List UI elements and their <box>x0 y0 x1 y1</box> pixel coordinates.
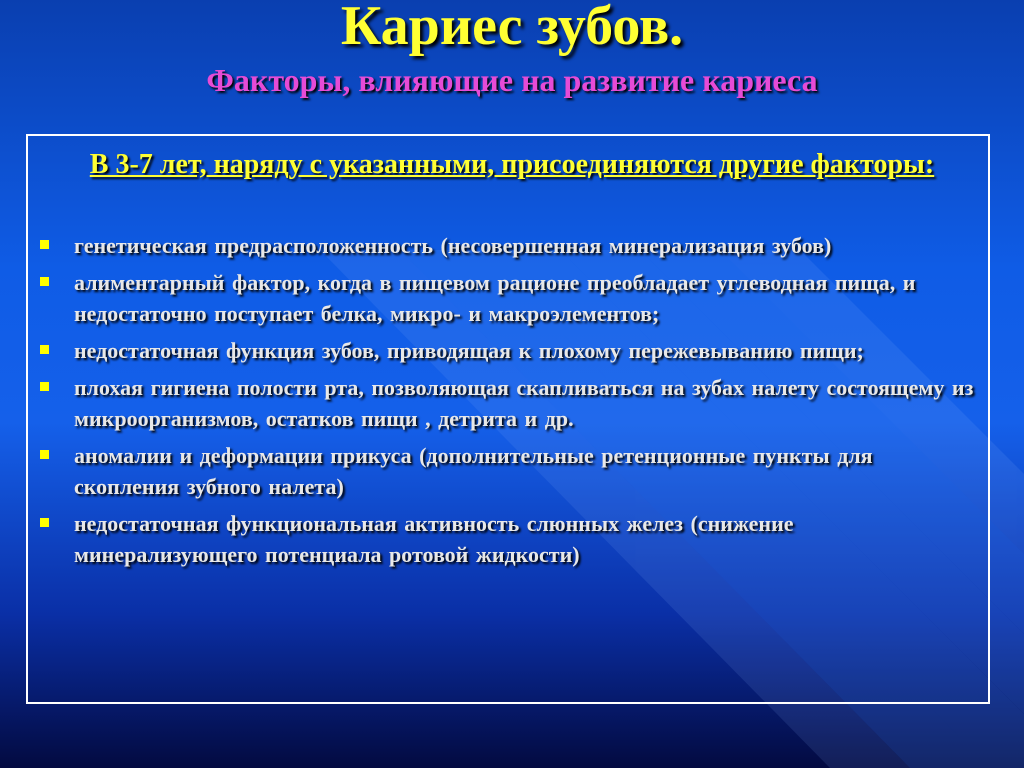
square-bullet-icon <box>40 277 49 286</box>
square-bullet-icon <box>40 240 49 249</box>
factor-list <box>34 230 974 576</box>
list-item <box>34 372 974 434</box>
list-item <box>34 335 974 366</box>
square-bullet-icon <box>40 345 49 354</box>
slide-subtitle: Факторы, влияющие на развитие кариеса <box>206 62 818 98</box>
list-item <box>34 230 974 261</box>
square-bullet-icon <box>40 450 49 459</box>
list-item <box>34 267 974 329</box>
list-item-text: генетическая предрасположенность (несовершенная минерализация зубов) <box>74 233 832 258</box>
list-item-text: аномалии и деформации прикуса (дополнительные ретенционные пункты для скопления зубного налета) <box>74 443 873 499</box>
content-heading: В 3-7 лет, наряду с указанными, присоединяются другие факторы: <box>89 149 935 180</box>
list-item <box>34 508 974 570</box>
list-item-text: недостаточная функциональная активность слюнных желез (снижение минерализующего потенциала ротовой жидкости) <box>74 511 794 567</box>
list-item-text: плохая гигиена полости рта, позволяющая скапливаться на зубах налету состоящему из микроорганизмов, остатков пищи , детрита и др. <box>74 375 974 431</box>
list-item-text: алиментарный фактор, когда в пищевом рационе преобладает углеводная пища, и недостаточно поступает белка, микро- и макроэлементов; <box>74 270 916 326</box>
list-item-text: недостаточная функция зубов, приводящая к плохому пережевыванию пищи; <box>74 338 864 363</box>
square-bullet-icon <box>40 518 49 527</box>
square-bullet-icon <box>40 382 49 391</box>
list-item <box>34 440 974 502</box>
slide-title: Кариес зубов. <box>340 0 684 57</box>
